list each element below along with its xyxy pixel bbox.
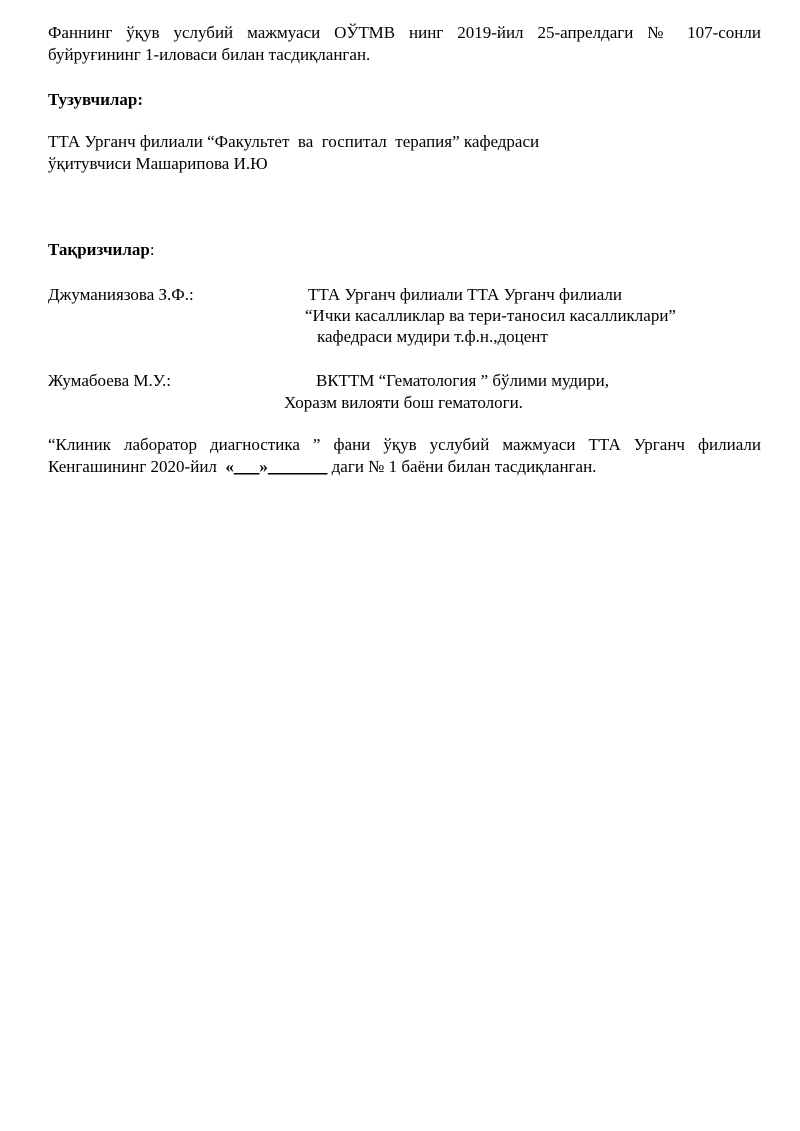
approval-close-quote: » [259,457,268,476]
reviewer-1-name: Джуманиязова З.Ф.: [48,285,194,304]
compiler-affiliation: ТТА Урганч филиали “Факультет ва госпитал терапия” кафедраси [48,132,540,151]
approval-line-2-start: Кенгашининг 2020-йил [48,457,226,476]
compilers-heading: Тузувчилар: [48,90,144,109]
reviewer-1-affiliation-line-1: ТТА Урганч филиали ТТА Урганч филиали [308,285,623,304]
approval-day-blank: ___ [233,457,260,476]
reviewer-1-affiliation-line-3: кафедраси мудири т.ф.н.,доцент [317,327,548,346]
approval-line-2-end: даги № 1 баёни билан тасдиқланган. [327,457,597,476]
reviewer-2-affiliation-line-1: ВКТТМ “Гематология ” бўлими мудири, [316,371,609,390]
intro-line-1: Фаннинг ўқув услубий мажмуаси ОЎТМВ нинг 2019-йил 25-апрелдаги № 107-сонли [48,23,761,42]
intro-line-2: буйруғининг 1-иловаси билан тасдиқланган. [48,45,371,64]
approval-month-blank: _______ [267,457,328,476]
approval-line-2 [48,456,596,478]
reviewers-heading-colon: : [149,240,155,259]
reviewers-heading [48,239,155,261]
reviewer-2-name: Жумабоева М.У.: [48,371,171,390]
reviewer-2-affiliation-line-2: Хоразм вилояти бош гематологи. [284,393,523,412]
reviewers-heading-text: Тақризчилар [48,240,150,259]
approval-line-1: “Клиник лаборатор диагностика ” фани ўқув услубий мажмуаси ТТА Урганч филиали [48,435,761,454]
reviewer-1-affiliation-line-2: “Ички касалликлар ва тери-таносил касалликлари” [305,306,676,325]
approval-open-quote: « [225,457,234,476]
compiler-name: ўқитувчиси Машарипова И.Ю [48,154,268,173]
